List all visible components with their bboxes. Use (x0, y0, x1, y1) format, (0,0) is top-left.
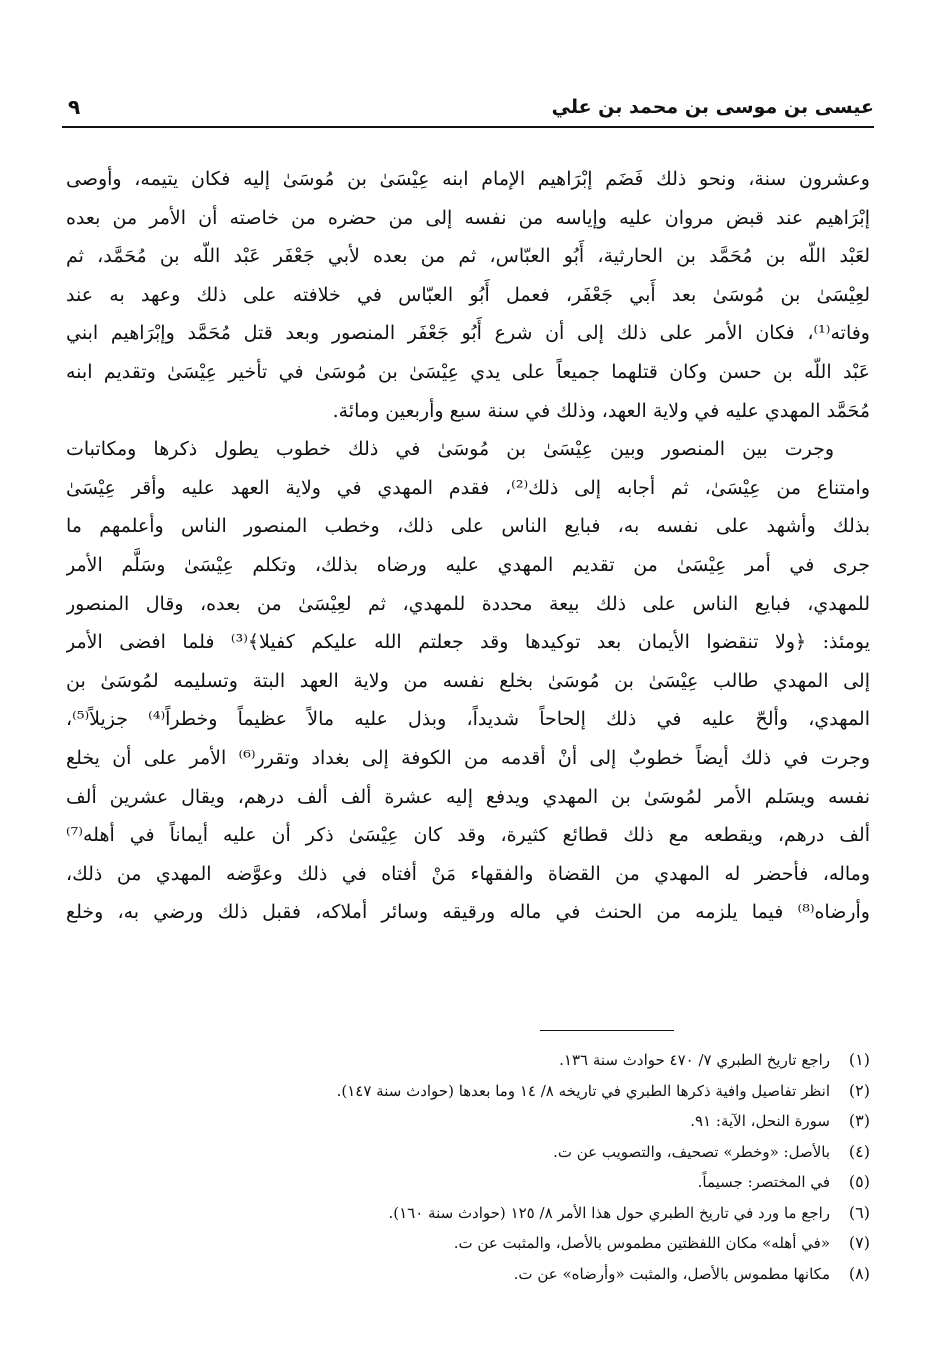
body-text (66, 160, 870, 932)
footnote-text: في المختصر: جسيماً. (697, 1173, 830, 1191)
footnote-text: راجع تاريخ الطبري ٧/ ٤٧٠ حوادث سنة ١٣٦. (559, 1051, 830, 1069)
footnotes (66, 1045, 870, 1289)
footnote (66, 1228, 870, 1259)
body-line: وفاته⁽¹⁾، فكان الأمر على ذلك إلى أن شرع أَبُو جَعْفَر المنصور وبعد قتل مُحَمَّد وإبْرَاهيم ابني (66, 322, 870, 345)
body-line: وأرضاه⁽⁸⁾ فيما يلزمه من الحنث في ماله ورقيقه وسائر أملاكه، فقبل ذلك ورضي به، وخلع (66, 901, 870, 924)
footnote (66, 1137, 870, 1168)
body-line-quran-quote: يومئذ: ﴿ولا تنقضوا الأيمان بعد توكيدها وقد جعلتم الله عليكم كفيلا﴾⁽³⁾ فلما افضى الأمر (66, 631, 870, 654)
body-line: لعَبْد اللّه بن مُحَمَّد بن الحارثية، أَبُو العبّاس، ثم من بعده لأبي جَعْفَر عَبْد اللّه بن مُحَمَّد، ثم (66, 245, 870, 268)
footnote-text: سورة النحل، الآية: ٩١. (690, 1112, 830, 1130)
body-line: المهدي، وألحّ عليه في ذلك إلحاحاً شديداً، وبذل عليه مالاً عظيماً وخطراً⁽⁴⁾ جزيلاً⁽⁵⁾، (66, 708, 870, 731)
footnote-number: (٢) (848, 1080, 870, 1100)
footnote-text: بالأصل: «وخطر» تصحيف، والتصويب عن ت. (553, 1142, 830, 1161)
footnote-text: انظر تفاصيل وافية ذكرها الطبري في تاريخه ٨/ ١٤ وما بعدها (حوادث سنة ١٤٧). (336, 1081, 830, 1100)
page-number: ٩ (68, 95, 81, 119)
footnote-number: (٤) (848, 1141, 870, 1161)
body-line: وعشرون سنة، ونحو ذلك فَضَم إبْرَاهيم الإمام ابنه عِيْسَىٰ بن مُوسَىٰ إليه فكان يتيمه، وأوصى (66, 168, 870, 190)
body-line: بذلك وأشهد على نفسه به، فبايع الناس على ذلك، وخطب المنصور الناس وأعلمهم ما (66, 515, 870, 538)
body-line: إبْرَاهيم عند قبض مروان عليه وإياسه من نفسه إلى من حضره من خاصته أن الأمر من بعده (66, 206, 870, 229)
footnote-text: راجع ما ورد في تاريخ الطبري حول هذا الأمر ٨/ ١٢٥ (حوادث سنة ١٦٠). (388, 1203, 830, 1222)
footnote-number: (٨) (848, 1263, 870, 1283)
running-title: عيسى بن موسى بن محمد بن علي (551, 96, 874, 118)
page-header (62, 92, 874, 128)
footnote (66, 1076, 870, 1107)
body-line: وامتناع من عِيْسَىٰ، ثم أجابه إلى ذلك⁽²⁾، فقدم المهدي في ولاية العهد عليه وأقر عِيْسَىٰ (66, 476, 870, 499)
body-line: وماله، فأحضر له المهدي من القضاة والفقهاء مَنْ أفتاه في ذلك وعوَّضه المهدي من ذلك، (66, 862, 870, 885)
footnote-number: (٧) (848, 1233, 870, 1252)
footnote (66, 1259, 870, 1290)
body-line: عَبْد اللّه بن حسن وكان قتلهما جميعاً على يدي عِيْسَىٰ بن مُوسَىٰ في تأخير عِيْسَىٰ وتقديم ابنه (66, 360, 870, 383)
body-line: ألف درهم، ويقطعه مع ذلك قطائع كثيرة، وقد كان عِيْسَىٰ ذكر أن عليه أيماناً في أهله⁽⁷⁾ (66, 824, 870, 847)
body-line: جرى في أمر عِيْسَىٰ من تقديم المهدي عليه ورضاه بذلك، وتكلم عِيْسَىٰ وسَلَّم الأمر (66, 553, 870, 576)
body-line: إلى المهدي طالب عِيْسَىٰ بن مُوسَىٰ بخلع نفسه من ولاية العهد البتة وتسليمه لمُوسَىٰ بن (66, 669, 870, 692)
body-line: وجرت بين المنصور وبين عِيْسَىٰ بن مُوسَىٰ في ذلك خطوب يطول ذكرها ومكاتبات (66, 438, 834, 461)
footnote-text: «في أهله» مكان اللفظتين مطموس بالأصل، والمثبت عن ت. (453, 1234, 830, 1252)
footnote-number: (١) (848, 1050, 870, 1069)
body-line: مُحَمَّد المهدي عليه في ولاية العهد، وذلك في سنة سبع وأربعين ومائة. (332, 399, 870, 422)
footnote-number: (٥) (848, 1172, 870, 1191)
footnote-text: مكانها مطموس بالأصل، والمثبت «وأرضاه» عن ت. (513, 1264, 830, 1283)
body-line: للمهدي، فبايع الناس على ذلك بيعة محددة للمهدي، ثم لعِيْسَىٰ من بعده، وقال المنصور (66, 592, 870, 615)
footnote (66, 1045, 870, 1076)
footnote-separator (540, 1030, 674, 1031)
footnote (66, 1198, 870, 1229)
body-line: وجرت في ذلك أيضاً خطوبٌ إلى أنْ أقدمه من الكوفة إلى بغداد وتقرر⁽⁶⁾ الأمر على أن يخلع (66, 746, 870, 769)
footnote (66, 1167, 870, 1198)
body-line: لعِيْسَىٰ بن مُوسَىٰ بعد أَبي جَعْفَر، فعمل أَبُو العبّاس في خلافته على ذلك وعهد به عند (66, 283, 870, 306)
footnote-number: (٦) (848, 1202, 870, 1222)
body-line: نفسه ويسَلم الأمر لمُوسَىٰ بن المهدي ويدفع إليه عشرة ألف ألف درهم، ويقال عشرين ألف (66, 785, 870, 808)
footnote-number: (٣) (848, 1111, 870, 1130)
footnote (66, 1106, 870, 1137)
